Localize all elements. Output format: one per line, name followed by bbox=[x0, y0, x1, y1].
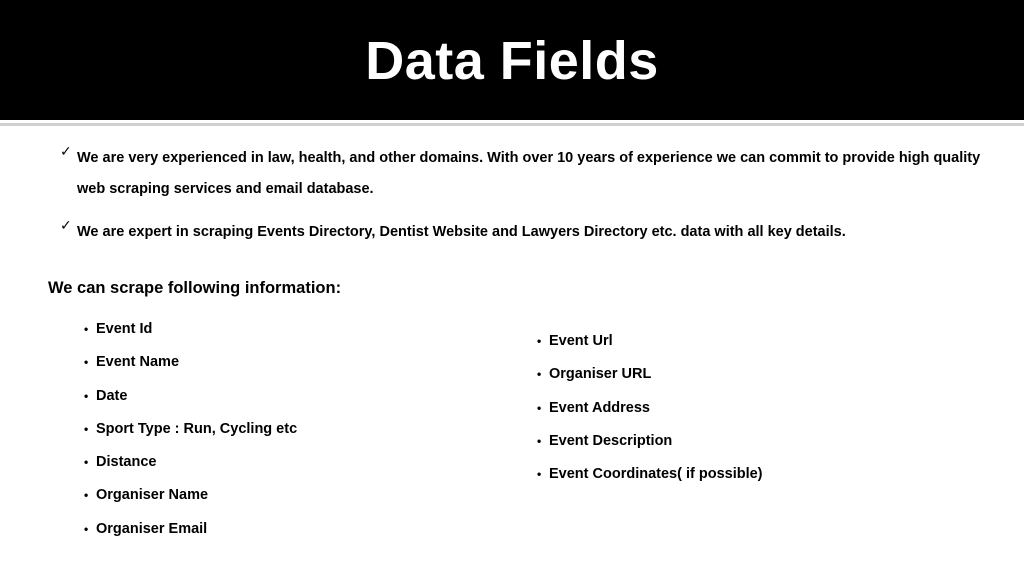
checkmark-icon: ✓ bbox=[60, 217, 72, 233]
bullet-icon: • bbox=[537, 367, 542, 382]
field-label: Organiser Email bbox=[96, 520, 208, 537]
bullet-icon: • bbox=[84, 455, 89, 470]
checklist-item bbox=[60, 143, 1010, 205]
bullet-icon: • bbox=[537, 433, 542, 448]
fields-list-left bbox=[84, 319, 297, 552]
list-item bbox=[84, 452, 297, 485]
bullet-icon: • bbox=[537, 334, 542, 348]
list-item bbox=[84, 419, 297, 452]
list-item bbox=[84, 352, 297, 385]
checkmark-icon: ✓ bbox=[60, 143, 72, 159]
field-label: Organiser URL bbox=[549, 366, 652, 383]
bullet-icon: • bbox=[84, 421, 89, 436]
checklist-item bbox=[60, 217, 1010, 248]
list-item bbox=[537, 464, 763, 497]
bullet-icon: • bbox=[84, 388, 89, 403]
bullet-icon: • bbox=[84, 322, 89, 336]
bullet-icon: • bbox=[84, 488, 89, 503]
field-label: Event Address bbox=[549, 399, 650, 416]
bullet-icon: • bbox=[84, 355, 89, 370]
field-label: Event Id bbox=[96, 321, 153, 337]
list-item bbox=[537, 398, 763, 431]
bullet-icon: • bbox=[537, 400, 542, 415]
intro-heading: We can scrape following information: bbox=[48, 279, 342, 297]
fields-list-right bbox=[537, 331, 763, 497]
checklist-text: We are very experienced in law, health, and other domains. With over 10 years of experience we can commit to provide high quality web scraping services and email database. bbox=[77, 150, 981, 197]
checklist bbox=[60, 143, 1010, 248]
list-item bbox=[84, 519, 297, 552]
list-item bbox=[537, 331, 763, 364]
field-label: Sport Type : Run, Cycling etc bbox=[96, 420, 298, 437]
slide-title: Data Fields bbox=[365, 31, 659, 91]
title-bar bbox=[0, 0, 1024, 120]
list-item bbox=[537, 364, 763, 397]
list-item bbox=[84, 485, 297, 518]
field-label: Distance bbox=[96, 454, 157, 471]
checklist-text: We are expert in scraping Events Directory, Dentist Website and Lawyers Directory etc. data with all key details. bbox=[77, 224, 846, 240]
list-item bbox=[84, 319, 297, 352]
list-item bbox=[84, 386, 297, 419]
field-label: Organiser Name bbox=[96, 487, 209, 504]
field-label: Event Coordinates( if possible) bbox=[549, 466, 763, 483]
field-label: Event Name bbox=[96, 354, 180, 371]
list-item bbox=[537, 431, 763, 464]
field-label: Date bbox=[96, 387, 128, 404]
title-divider-gray bbox=[0, 123, 1024, 126]
bullet-icon: • bbox=[84, 521, 89, 536]
field-label: Event Url bbox=[549, 333, 613, 349]
bullet-icon: • bbox=[537, 467, 542, 482]
field-label: Event Description bbox=[549, 432, 673, 449]
